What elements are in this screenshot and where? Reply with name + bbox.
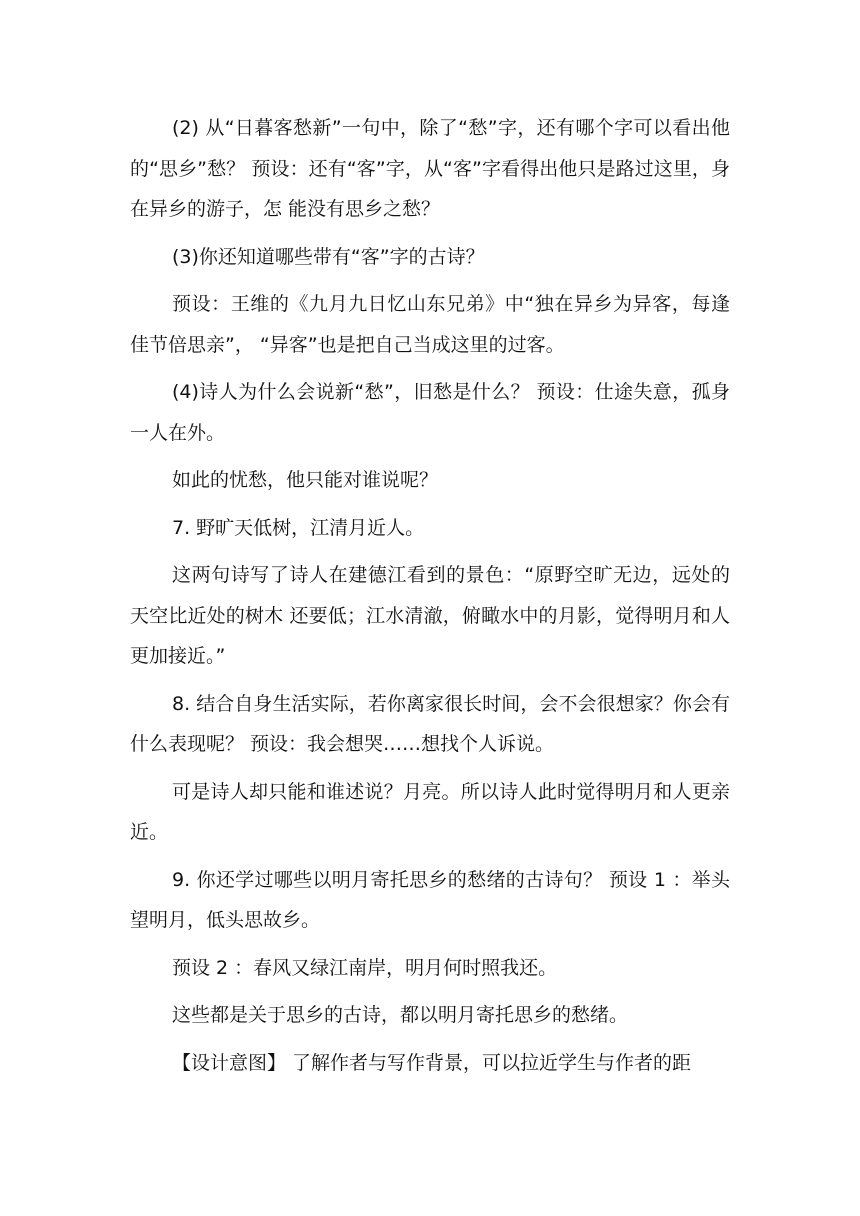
paragraph-question-2: (2) 从“日暮客愁新”一句中，除了“愁”字，还有哪个字可以看出他的“思乡”愁？ 预设：还有“客”字，从“客”字看得出他只是路过这里，身在异乡的游子，怎 能没有思乡之愁？ [130,117,730,220]
paragraph-preset-2: 预设 2 ：春风又绿江南岸，明月何时照我还。 [172,956,558,979]
paragraph-design-intent: 【设计意图】 了解作者与写作背景，可以拉近学生与作者的距 [172,1051,692,1074]
paragraph-question-3: (3)你还知道哪些带有“客”字的古诗？ [172,245,485,268]
paragraph-summary: 这些都是关于思乡的古诗，都以明月寄托思乡的愁绪。 [172,1004,629,1026]
paragraph-item-9: 9. 你还学过哪些以明月寄托思乡的愁绪的古诗句？ 预设 1 ：举头望明月，低头思故乡。 [130,868,730,931]
document-body [130,108,730,1083]
paragraph-item-8: 8. 结合自身生活实际，若你离家很长时间，会不会很想家？你会有什么表现呢？ 预设：我会想哭……想找个人诉说。 [130,692,730,755]
paragraph-question-4: (4)诗人为什么会说新“愁”，旧愁是什么？ 预设：仕途失意，孤身一人在外。 [130,381,730,444]
paragraph-moon-closer: 可是诗人却只能和谁述说？月亮。所以诗人此时觉得明月和人更亲近。 [130,780,730,843]
paragraph-item-7: 7. 野旷天低树，江清月近人。 [172,516,425,539]
paragraph-who-to-tell: 如此的忧愁，他只能对谁说呢？ [172,469,439,491]
paragraph-preset-wangwei: 预设：王维的《九月九日忆山东兄弟》中“独在异乡为异客，每逢佳节倍思亲”， “异客”也是把自己当成这里的过客。 [130,293,730,356]
paragraph-scenery-explanation: 这两句诗写了诗人在建德江看到的景色：“原野空旷无边，远处的天空比近处的树木 还要低；江水清澈，俯瞰水中的月影，觉得明月和人更加接近。” [130,564,730,667]
